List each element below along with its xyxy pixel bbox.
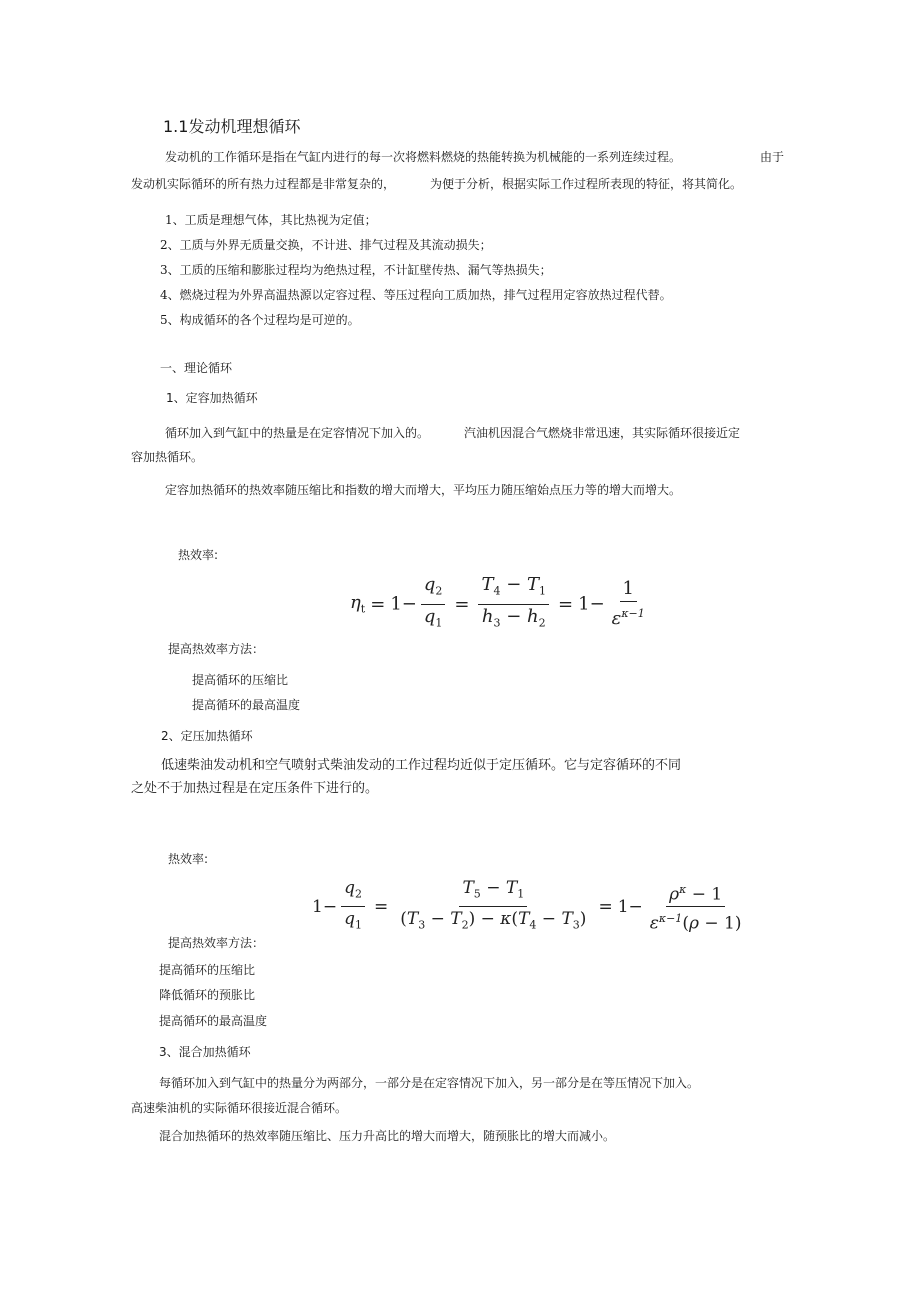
subsection-heading: 1、定容加热循环: [166, 391, 258, 405]
paragraph: 每循环加入到气缸中的热量分为两部分，一部分是在定容情况下加入，另一部分是在等压情况下加入。: [159, 1076, 700, 1090]
methods-label: 提高热效率方法：: [168, 642, 265, 656]
page-title: 1.1发动机理想循环: [163, 117, 301, 136]
method-item: 降低循环的预胀比: [159, 988, 256, 1002]
intro-line-2-end: 为便于分析，根据实际工作过程所表现的特征，将其简化。: [430, 177, 743, 191]
paragraph: 循环加入到气缸中的热量是在定容情况下加入的。: [165, 426, 430, 440]
subsection-heading: 3、混合加热循环: [159, 1045, 251, 1059]
paragraph: 混合加热循环的热效率随压缩比、压力升高比的增大而增大，随预胀比的增大而减小。: [159, 1129, 616, 1143]
intro-line-1: 发动机的工作循环是指在气缸内进行的每一次将燃料燃烧的热能转换为机械能的一系列连续过程。: [165, 150, 682, 164]
paragraph: 容加热循环。: [131, 450, 204, 464]
method-item: 提高循环的最高温度: [192, 698, 301, 712]
paragraph: 汽油机因混合气燃烧非常迅速，其实际循环很接近定: [464, 426, 741, 440]
assumption-item: 4、燃烧过程为外界高温热源以定容过程、等压过程向工质加热，排气过程用定容放热过程代替。: [160, 288, 672, 302]
method-item: 提高循环的最高温度: [159, 1014, 268, 1028]
method-item: 提高循环的压缩比: [192, 673, 289, 687]
subsection-heading: 2、定压加热循环: [161, 729, 253, 743]
efficiency-label: 热效率:: [178, 548, 219, 562]
assumption-item: 3、工质的压缩和膨胀过程均为绝热过程，不计缸壁传热、漏气等热损失；: [160, 263, 552, 277]
otto-efficiency-formula: $\eta_t = 1-$ $\frac{q_2}{q_1}$ = $\frac{T_4 - T_1}{h_3 - h_2}$ = 1− $\frac{1}{\varepsilon^{\kappa-1}}$: [350, 574, 645, 630]
diesel-efficiency-formula: 1− $\frac{q_2}{q_1}$ = $\frac{T_5 - T_1}{(T_3 - T_2) - \kappa(T_4 - T_3)}$ = 1− $\frac{\rho^\kappa - 1}{\varepsilon^{\kappa-1}(\rho - 1)}$: [312, 878, 742, 935]
assumption-item: 2、工质与外界无质量交换，不计进、排气过程及其流动损失；: [160, 238, 492, 252]
paragraph: 低速柴油发动机和空气喷射式柴油发动的工作过程均近似于定压循环。它与定容循环的不同: [161, 758, 682, 773]
method-item: 提高循环的压缩比: [159, 963, 256, 977]
paragraph: 之处不于加热过程是在定压条件下进行的。: [131, 781, 379, 796]
methods-label: 提高热效率方法：: [168, 936, 265, 950]
paragraph: 高速柴油机的实际循环很接近混合循环。: [131, 1101, 348, 1115]
efficiency-label: 热效率:: [168, 852, 209, 866]
assumption-item: 5、构成循环的各个过程均是可逆的。: [160, 313, 360, 327]
section-heading: 一、理论循环: [160, 361, 233, 375]
paragraph: 定容加热循环的热效率随压缩比和指数的增大而增大，平均压力随压缩始点压力等的增大而增大。: [165, 483, 682, 497]
intro-line-2: 发动机实际循环的所有热力过程都是非常复杂的，: [131, 177, 396, 191]
assumption-item: 1、工质是理想气体，其比热视为定值；: [165, 213, 377, 227]
intro-line-1-end: 由于: [760, 150, 785, 164]
